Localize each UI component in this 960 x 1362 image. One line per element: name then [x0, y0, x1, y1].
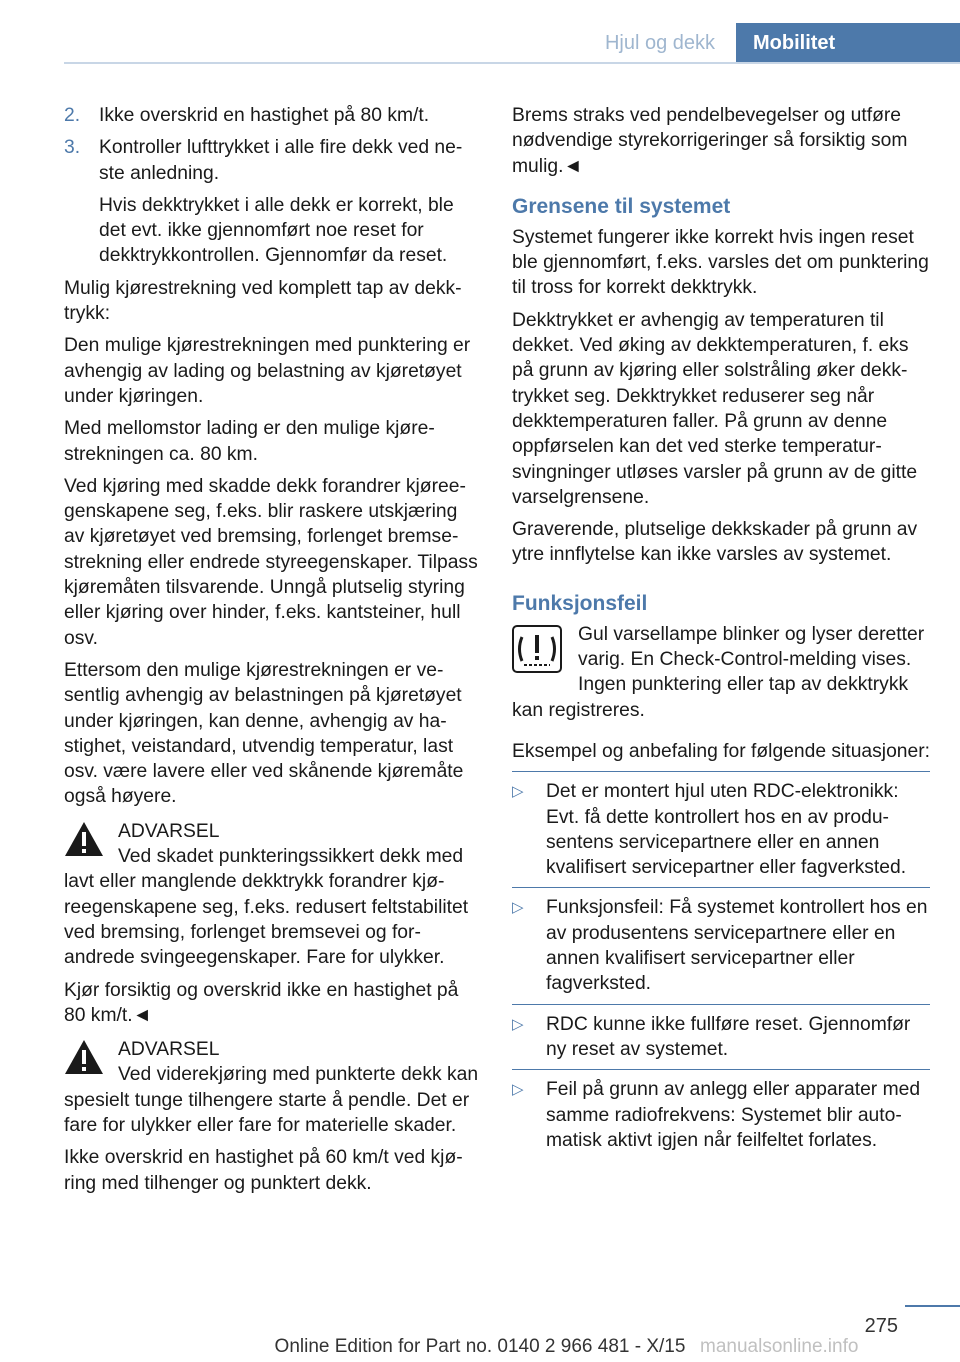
list-separator — [512, 887, 930, 888]
warning-text: Ved skadet punkteringssikkert dekk med lavt eller manglende dekktrykk forandrer kjøreegenskapene seg, f.eks. redusert feltstabilitet ved bremsing, forlenget bremsevei og forandrede svingeegenskaper. Fare for ulykker. — [64, 846, 469, 969]
paragraph: Ettersom den mulige kjørestrekningen er vesentlig avhengig av belastningen på kjøretøyet under kjøringen, kan denne, avhengig av hastighet, veistandard, utvendig temperatur, last osv. være lavere eller ved skånende kjøremåte også høyere. — [64, 659, 464, 808]
list-separator — [512, 771, 930, 772]
item-number: 3. — [64, 137, 81, 159]
item-text: Kontroller lufttrykket i alle fire dekk ved neste anledning. — [99, 137, 463, 184]
paragraph: Mulig kjørestrekning ved komplett tap av dekktrykk: — [64, 277, 462, 325]
paragraph: Systemet fungerer ikke korrekt hvis ingen reset ble gjennomført, f.eks. varsles det om punktering til tross for korrekt dekktrykk. — [512, 226, 929, 299]
edition-footer: Online Edition for Part no. 0140 2 966 481 - X/15 — [274, 1336, 686, 1357]
list-separator — [512, 1069, 930, 1070]
paragraph: Graverende, plutselige dekkskader på grunn av ytre innflytelse kan ikke varsles av systemet. — [512, 519, 918, 566]
page-header — [0, 23, 960, 63]
warning-text: Ved viderekjøring med punkterte dekk kan spesielt tunge tilhengere starte å pendle. Det er fare for ulykker eller fare for materielle skader. — [64, 1064, 479, 1136]
section-heading: Grensene til systemet — [512, 194, 731, 218]
warning-block — [64, 1037, 480, 1138]
bullet-text: RDC kunne ikke fullføre reset. Gjennomfør ny reset av systemet. — [546, 1013, 911, 1060]
list-item — [64, 103, 480, 128]
list-separator — [512, 1004, 930, 1005]
left-column — [64, 103, 480, 1203]
bullet-icon: ▷ — [512, 899, 524, 917]
page-number: 275 — [864, 1315, 898, 1337]
bullet-text: Feil på grunn av anlegg eller apparater med samme radiofrekvens: Systemet blir automatisk aktivt igjen når feilfeltet forlates. — [546, 1079, 921, 1151]
watermark: manualsonline.info — [700, 1336, 859, 1357]
bullet-text: Det er montert hjul uten RDC-elektronikk: Evt. få dette kontrollert hos en av produsentens servicepartnere eller en annen kvalifisert servicepartner eller fagverksted. — [546, 781, 907, 879]
malfunction-paragraph — [512, 622, 930, 723]
bullet-icon: ▷ — [512, 783, 524, 801]
bullet-icon: ▷ — [512, 1015, 524, 1033]
warning-triangle-icon — [64, 1039, 104, 1075]
item-number: 2. — [64, 105, 81, 126]
malfunction-text: Gul varsellampe blinker og lyser deretter varig. En Check-Control-melding vises. Ingen punktering eller tap av dekktrykk kan registreres. — [512, 623, 925, 721]
list-item — [64, 135, 480, 186]
bullet-text: Funksjonsfeil: Få systemet kontrollert hos en av produsentens servicepartnere eller en annen kvalifisert servicepartner eller fagverksted. — [546, 897, 928, 995]
header-chapter-tab: Mobilitet — [736, 23, 960, 63]
paragraph: Dekktrykket er avhengig av temperaturen til dekket. Ved øking av dekktemperaturen, f. eks på grunn av kjøring eller solstråling øker dekktrykket seg. Dekktrykket reduserer seg når dekktemperaturen faller. På grunn av denne oppførselen kan det ved sterke temperatursvingninger utløses varsler på grunn av de gitte varselgrensene. — [512, 309, 918, 508]
warning-title: ADVARSEL — [118, 820, 220, 842]
right-column — [512, 103, 930, 1160]
bullet-item — [512, 1077, 930, 1153]
paragraph: Eksempel og anbefaling for følgende situasjoner: — [512, 740, 931, 762]
paragraph: Kjør forsiktig og overskrid ikke en hastighet på 80 km/t.◄ — [64, 979, 459, 1026]
paragraph: Brems straks ved pendelbevegelser og utføre nødvendige styrekorrigeringer så forsiktig som mulig.◄ — [512, 105, 908, 177]
bullet-item — [512, 895, 930, 996]
header-rule — [64, 62, 960, 64]
warning-triangle-icon — [64, 821, 104, 857]
bullet-item — [512, 1012, 930, 1063]
paragraph: Ved kjøring med skadde dekk forandrer kjøreegenskapene seg, f.eks. blir raskere utskjæring av kjøretøyet ved bremsing, forlenget bremsestrekning eller endrede styreegenskaper. Tilpass kjøremåten tilsvarende. Unngå plutselig styring eller kjøring over hinder, f.eks. kantsteiner, hull osv. — [64, 475, 478, 649]
paragraph: Den mulige kjørestrekningen med punktering er avhengig av lading og belastning av kjøretøyet under kjøringen. — [64, 335, 471, 407]
tire-pressure-warning-icon — [512, 625, 562, 673]
bullet-item — [512, 779, 930, 880]
warning-block — [64, 819, 480, 971]
paragraph: Ikke overskrid en hastighet på 60 km/t ved kjøring med tilhenger og punktert dekk. — [64, 1147, 463, 1194]
paragraph: Med mellomstor lading er den mulige kjørestrekningen ca. 80 km. — [64, 418, 435, 465]
bullet-icon: ▷ — [512, 1081, 524, 1099]
warning-title: ADVARSEL — [118, 1039, 220, 1061]
header-section-title: Hjul og dekk — [604, 32, 716, 54]
item-text: Ikke overskrid en hastighet på 80 km/t. — [99, 105, 430, 126]
item-note: Hvis dekktrykket i alle dekk er korrekt, ble det evt. ikke gjennomført noe reset for dekktrykkontrollen. Gjennomfør da reset. — [99, 194, 454, 267]
section-heading: Funksjonsfeil — [512, 591, 648, 615]
footer-rule — [905, 1305, 960, 1307]
